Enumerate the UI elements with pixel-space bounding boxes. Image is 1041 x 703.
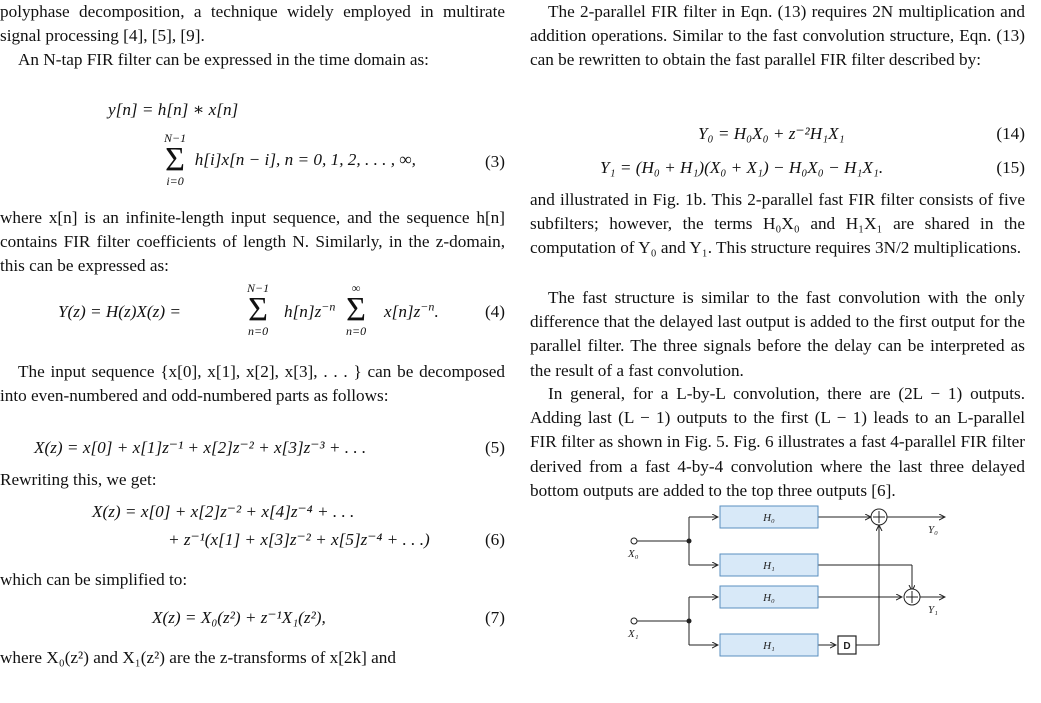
equation-15 bbox=[530, 156, 1025, 182]
equation-14-number: (14) bbox=[996, 124, 1025, 143]
diagram-svg bbox=[610, 505, 950, 695]
equation-3-sum-lower: i=0 bbox=[166, 174, 184, 188]
equation-4-sum2: ∞ Σ n=0 bbox=[346, 281, 367, 338]
paragraph-input-sequence: The input sequence {x[0], x[1], x[2], x[3], . . . } can be decomposed into even-numbered and odd-numbered parts as follows: bbox=[0, 362, 505, 406]
equation-4-sum1-upper: N−1 bbox=[247, 281, 270, 295]
equation-4-term2: $x[n]z^{-n}$. bbox=[384, 299, 439, 321]
label-h1-top: H₁ bbox=[763, 560, 775, 572]
equation-3-sum-upper: N−1 bbox=[164, 131, 187, 145]
equation-4-sum2-lower: n=0 bbox=[346, 324, 367, 338]
label-h1-bottom: H₁ bbox=[763, 640, 775, 652]
equation-6-number: (6) bbox=[484, 530, 505, 549]
label-y0: Y₀ bbox=[928, 524, 938, 536]
equation-3-line-2 bbox=[164, 132, 416, 188]
equation-4-term1: $h[n]z^{-n}$ bbox=[284, 299, 336, 321]
input-x1-terminal bbox=[631, 618, 637, 624]
adder-bottom bbox=[904, 589, 920, 605]
equation-5-body: X(z) = x[0] + x[1]z⁻¹ + x[2]z⁻² + x[3]z⁻³ + . . . bbox=[34, 438, 367, 457]
paragraph-illustrated: and illustrated in Fig. 1b. This 2-parallel fast FIR filter consists of five subfilters; however, the terms H₀X₀ and H₁X₁ are shared in the computation of Y₀ and Y₁. This structure requires 3N/2 multiplications. bbox=[530, 190, 1025, 258]
adder-top bbox=[871, 509, 887, 525]
label-y1: Y₁ bbox=[928, 604, 938, 616]
fast-parallel-fir-diagram bbox=[610, 505, 950, 695]
equation-3-line-1: y[n] = h[n] ∗ x[n] bbox=[108, 100, 239, 119]
equation-3-number: (3) bbox=[484, 152, 505, 171]
label-delay: D bbox=[843, 641, 851, 652]
equation-14 bbox=[530, 122, 1025, 148]
label-h0-top: H₀ bbox=[763, 512, 775, 524]
paragraph-ntap: An N-tap FIR filter can be expressed in the time domain as: bbox=[18, 50, 429, 69]
equation-4-sum2-upper: ∞ bbox=[351, 281, 361, 295]
paragraph-simplified: which can be simplified to: bbox=[0, 570, 188, 589]
equation-6 bbox=[0, 500, 505, 554]
equation-14-body: Y₀ = H₀X₀ + z⁻²H₁X₁ bbox=[698, 124, 845, 143]
equation-4-sum1-lower: n=0 bbox=[248, 324, 269, 338]
paragraph-where: where x[n] is an infinite-length input sequence, and the sequence h[n] contains FIR filter coefficients of length N. Similarly, in the z-domain, this can be expressed as: bbox=[0, 208, 505, 276]
label-x0: X₀ bbox=[628, 548, 639, 560]
equation-5-number: (5) bbox=[484, 438, 505, 457]
paragraph-where-2: where X₀(z²) and X₁(z²) are the z-transforms of x[2k] and bbox=[0, 648, 396, 667]
junction-dot-x0 bbox=[687, 539, 692, 544]
equation-5 bbox=[0, 436, 505, 462]
equation-3 bbox=[0, 98, 505, 198]
equation-4-number: (4) bbox=[484, 302, 505, 321]
equation-15-body: Y₁ = (H₀ + H₁)(X₀ + X₁) − H₀X₀ − H₁X₁. bbox=[600, 158, 884, 177]
equation-6-line-2: + z⁻¹(x[1] + x[3]z⁻² + x[5]z⁻⁴ + . . .) bbox=[168, 530, 430, 549]
equation-7-number: (7) bbox=[484, 608, 505, 627]
paragraph-general: In general, for a L-by-L convolution, there are (2L − 1) outputs. Adding last (L − 1) outputs to the first (L − 1) leads to an L-parallel FIR filter as shown in Fig. 5. Fig. 6 illustrates a fast 4-parallel FIR filter derived from a fast 4-by-4 convolution where the last three delayed bottom outputs are added to the top three outputs [6]. bbox=[530, 384, 1025, 500]
paragraph-fast-structure: The fast structure is similar to the fast convolution with the only difference that the delayed last output is added to the first output for the parallel filter. The three signals before the delay can be interpreted as the result of a fast convolution. bbox=[530, 288, 1025, 380]
equation-3-sum-body: h[i]x[n − i], n = 0, 1, 2, . . . , ∞, bbox=[190, 149, 416, 169]
equation-4-sum1: N−1 Σ n=0 bbox=[247, 281, 270, 338]
paragraph-intro: polyphase decomposition, a technique widely employed in multirate signal processing [4], [5], [9]. bbox=[0, 2, 505, 46]
equation-7-body: X(z) = X₀(z²) + z⁻¹X₁(z²), bbox=[152, 608, 326, 627]
label-h0-bottom: H₀ bbox=[763, 592, 775, 604]
equation-6-line-1: X(z) = x[0] + x[2]z⁻² + x[4]z⁻⁴ + . . . bbox=[92, 502, 355, 521]
input-x0-terminal bbox=[631, 538, 637, 544]
label-x1: X₁ bbox=[628, 628, 639, 640]
paragraph-two-parallel: The 2-parallel FIR filter in Eqn. (13) requires 2N multiplication and addition operations. Similar to the fast convolution structure, Eqn. (13) can be rewritten to obtain the fast parallel FIR filter described by: bbox=[530, 2, 1025, 70]
equation-7 bbox=[0, 606, 505, 632]
equation-4 bbox=[0, 282, 505, 352]
equation-4-lhs: Y(z) = H(z)X(z) = bbox=[58, 302, 181, 321]
equation-15-number: (15) bbox=[996, 158, 1025, 177]
equation-3-sum-operator: N−1 Σ i=0 bbox=[164, 131, 187, 188]
paragraph-rewriting: Rewriting this, we get: bbox=[0, 470, 157, 489]
junction-dot-x1 bbox=[687, 619, 692, 624]
